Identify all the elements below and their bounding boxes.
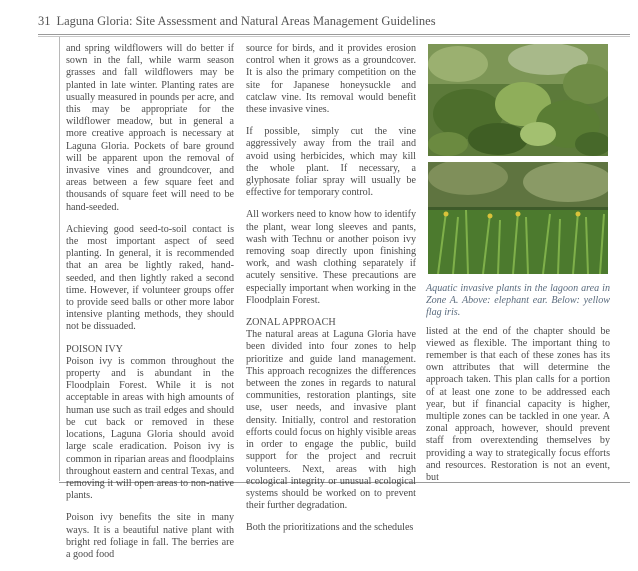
text-column-2 [246, 43, 416, 545]
paragraph: source for birds, and it provides erosion control when it grows as a groundcover. It is also the primary competition on the site for Japanese honeysuckle and catclaw vine. Its removal would benefit these invasive vines. [246, 43, 416, 116]
header-rule-secondary [38, 36, 630, 37]
paragraph: Achieving good seed-to-soil contact is the most important aspect of seed planting. In general, it is recommended that an area be lightly raked, hand-seeded, and then lightly raked a second time. However, if volunteer groups offer to provide seed balls or other more labor intensive planting methods, they should not be dissuaded. [66, 223, 234, 333]
section-heading: ZONAL APPROACH [246, 317, 336, 329]
page-header [38, 14, 436, 29]
page-number: 31 [38, 14, 51, 28]
document-title: Laguna Gloria: Site Assessment and Natural Areas Management Guidelines [56, 14, 436, 28]
text-column-1 [66, 43, 234, 571]
paragraph: The natural areas at Laguna Gloria have been divided into four zones to help prioritize and guide land management. This approach recognizes the differences between the zones in regards to natural communities, restoration plantings, site use, user needs, and invasive plant density. Initially, control and restoration efforts could focus on highly visible areas in order to engage the public, build support for the project and recruit volunteers. Next, areas with high ecological integrity or unusual ecological systems should be worked on to prevent their further degradation. [246, 329, 416, 512]
paragraph: If possible, simply cut the vine aggressively away from the trail and avoid using herbicides, which may kill the whole plant. If necessary, a glyphosate foliar spray will usually be effective for temporary control. [246, 126, 416, 199]
section-heading: POISON IVY [66, 343, 123, 355]
paragraph: listed at the end of the chapter should be viewed as flexible. The important thing to remember is that each of these zones has its own attributes that will determine the approach taken. This plan calls for a portion of at least one zone to be addressed each year, but if financial capacity is higher, multiple zones can be tackled in one year. A zonal approach, however, should prevent staff from overextending themselves by providing a way to strategically focus efforts and resources. Restoration is not an event, but [426, 325, 610, 484]
paragraph: Poison ivy benefits the site in many ways. It is a beautiful native plant with bright red foliage in fall. The berries are a good food [66, 512, 234, 560]
header-rule [38, 34, 630, 35]
paragraph: All workers need to know how to identify the plant, wear long sleeves and pants, wash with Technu or another poison ivy removing soap directly upon finishing work, and wash clothing separately if acutely sensitive. These precautions are especially important when working in the Floodplain Forest. [246, 209, 416, 306]
photo-elephant-ear [428, 44, 608, 156]
text-column-3 [426, 283, 610, 494]
paragraph: Poison ivy is common throughout the property and is abundant in the Floodplain Forest. While it is not acceptable in areas with high amounts of human use such as trail edges and should be cut back or removed in these locations, Laguna Gloria should avoid large scale eradication. Poison ivy is common in riparian areas and floodplains throughout eastern and central Texas, and removing it will open areas to non-native plants. [66, 355, 234, 502]
margin-rule [59, 37, 60, 481]
paragraph: and spring wildflowers will do better if sown in the fall, while warm season grasses and fall wildflowers may be planted in late winter. Planting rates are usually measured in pounds per acre, and this may be appropriate for the wildflower meadow, but in general a more creative approach is necessary at Laguna Gloria. Pockets of bare ground will be apparent upon the removal of invasive vines and groundcover, and areas between a few square feet and thousands of square feet will need to be hand-seeded. [66, 43, 234, 213]
photo-yellow-flag-iris [428, 162, 608, 274]
photo-caption: Aquatic invasive plants in the lagoon area in Zone A. Above: elephant ear. Below: yellow flag iris. [426, 283, 610, 319]
paragraph: Both the prioritizations and the schedules [246, 522, 414, 534]
